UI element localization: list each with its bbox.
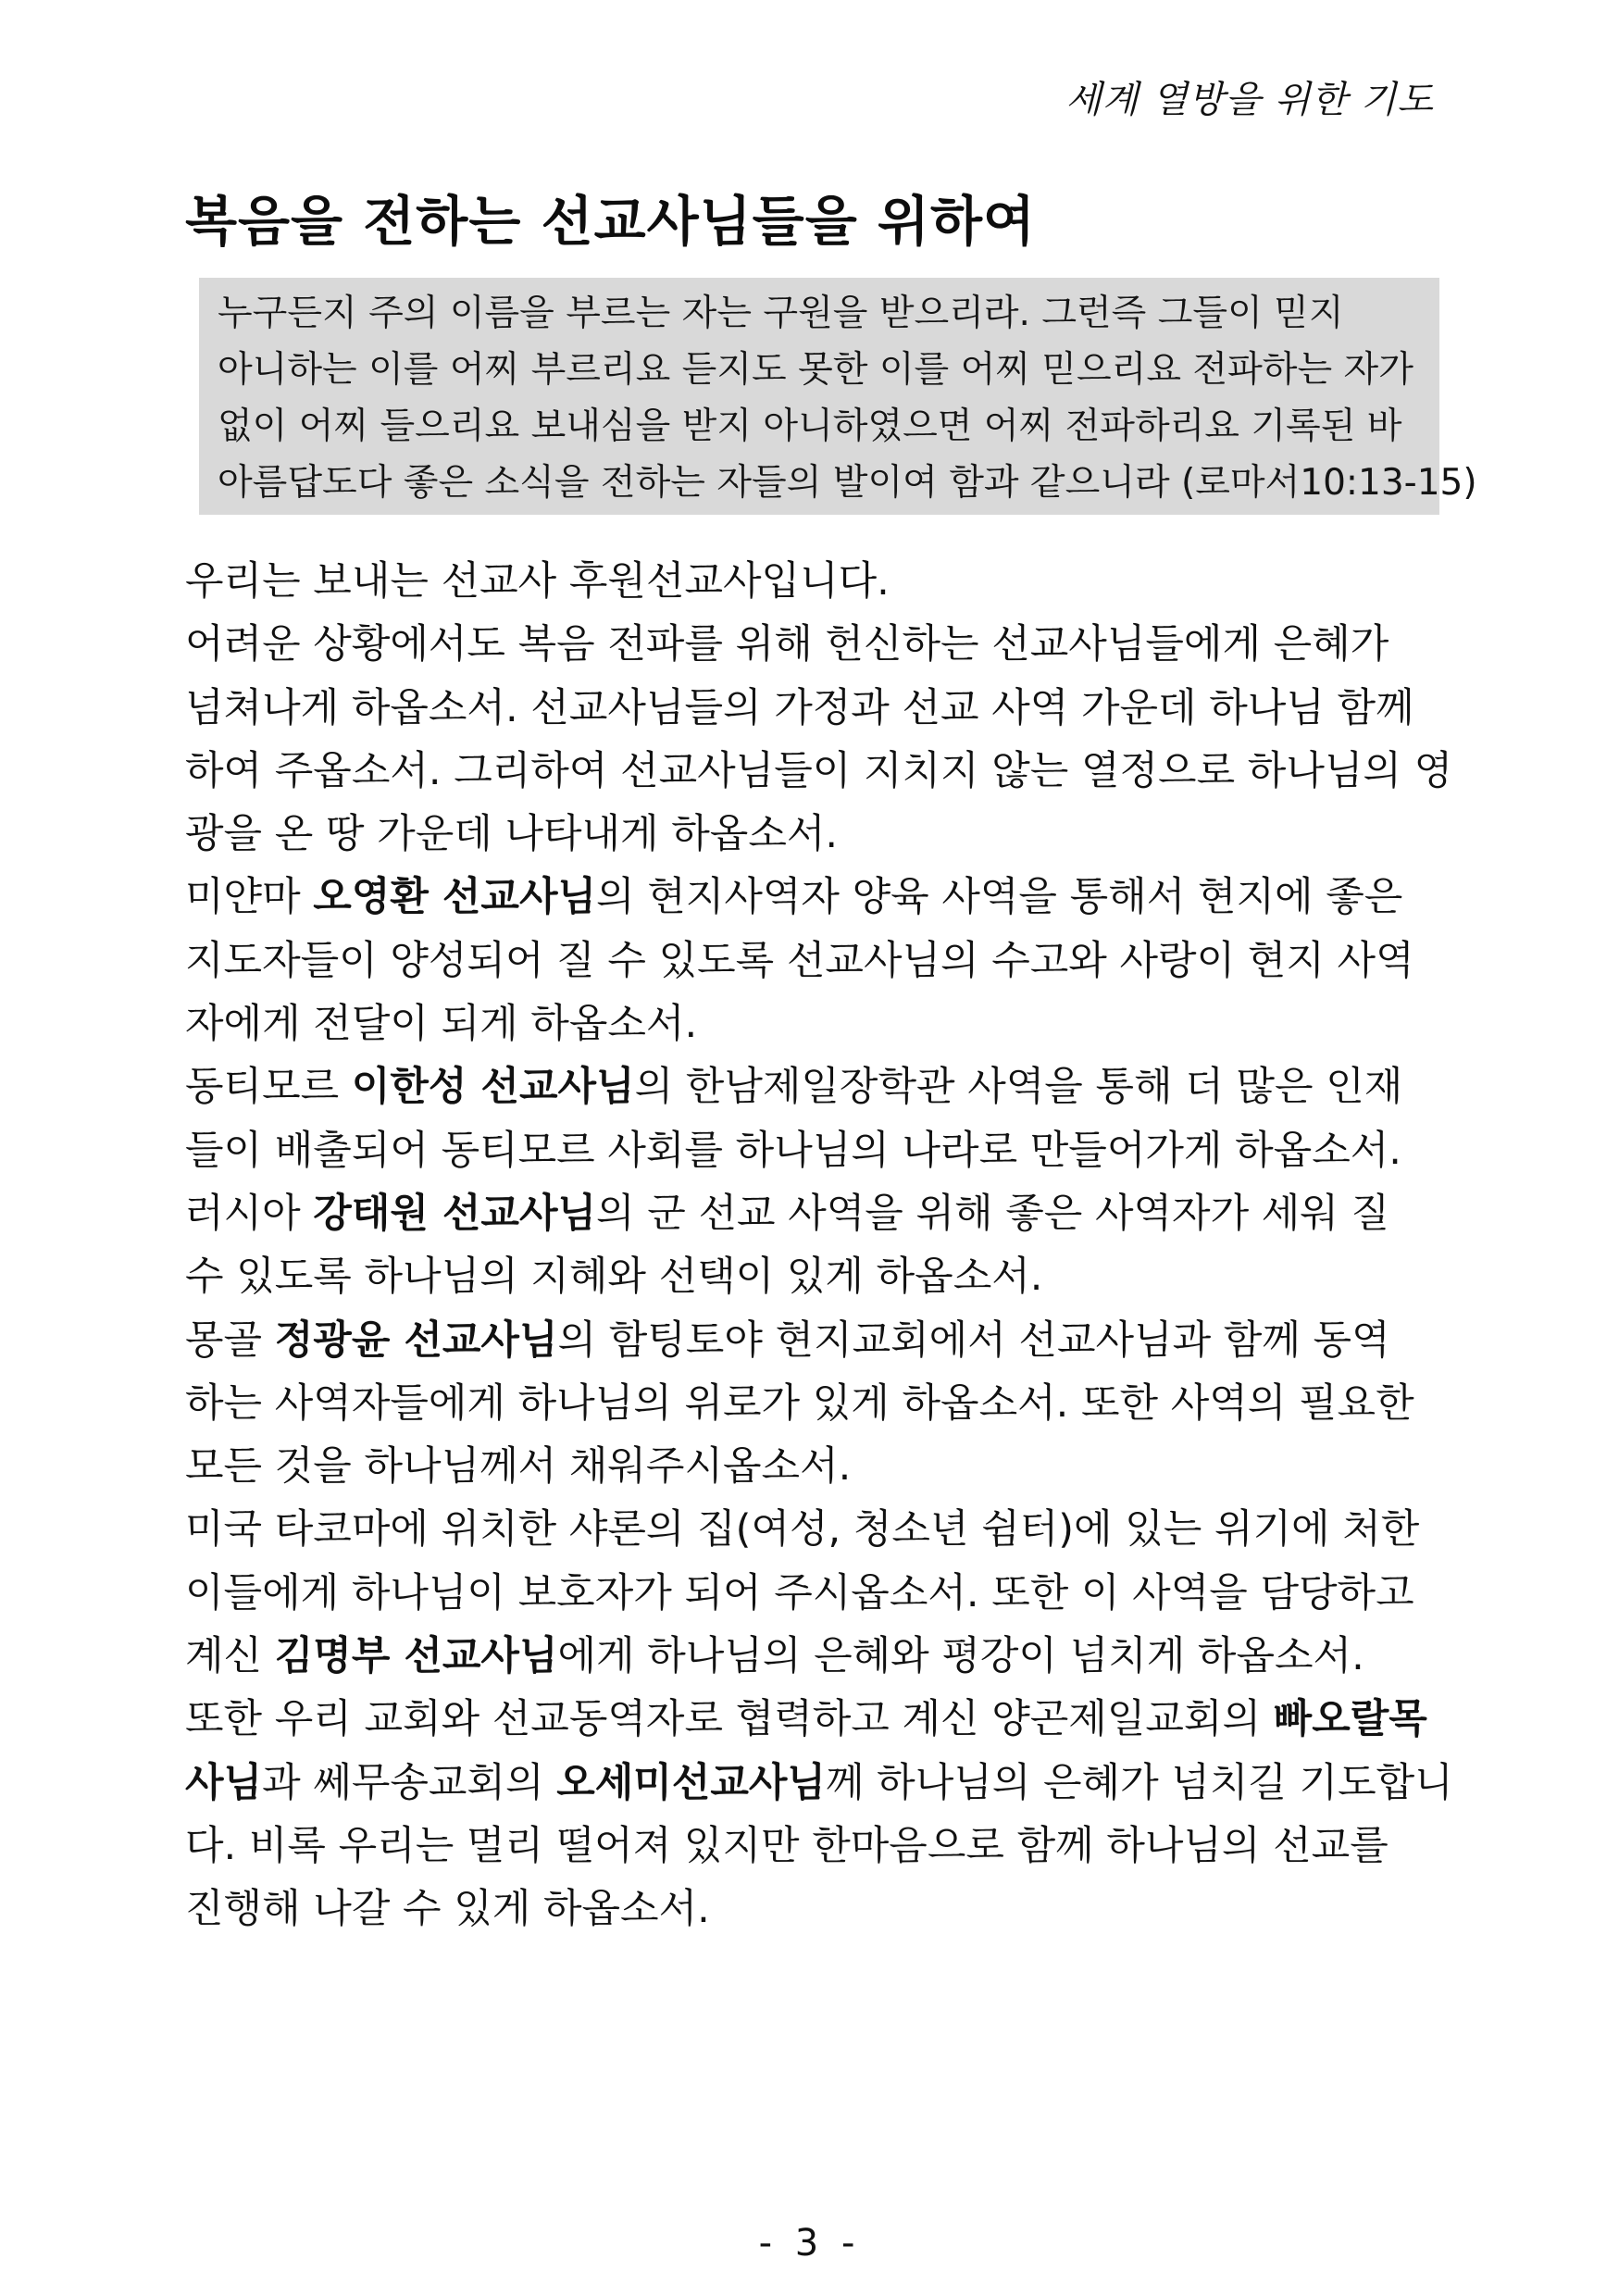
paragraph-line: 진행해 나갈 수 있게 하옵소서. <box>185 1886 710 1933</box>
paragraph-line <box>185 1055 1444 1118</box>
paragraph-line: 광을 온 땅 가운데 나타내게 하옵소서. <box>185 811 839 858</box>
paragraph-line: 미국 타코마에 위치한 샤론의 집(여성, 청소년 쉼터)에 있는 위기에 처한 <box>185 1506 1420 1554</box>
paragraph-line: 이들에게 하나님이 보호자가 되어 주시옵소서. 또한 이 사역을 담당하고 <box>185 1569 1414 1616</box>
paragraph-line: 다. 비록 우리는 멀리 떨어져 있지만 한마음으로 함께 하나님의 선교를 <box>185 1822 1389 1869</box>
paragraph-line <box>185 1688 1444 1751</box>
page-number: - 3 - <box>758 2222 861 2265</box>
prayer-body <box>185 550 1453 1941</box>
paragraph-line: 지도자들이 양성되어 질 수 있도록 선교사님의 수고와 사랑이 현지 사역 <box>185 937 1414 984</box>
missionary-name: 사님 <box>185 1759 263 1806</box>
missionary-name: 오영환 선교사님 <box>313 874 597 921</box>
paragraph-line <box>185 1182 1444 1245</box>
line-text: 미얀마 <box>185 874 314 921</box>
intro-line: 우리는 보내는 선교사 후원선교사입니다. <box>185 558 890 605</box>
line-text: 에게 하나님의 은혜와 평강이 넘치게 하옵소서. <box>557 1633 1364 1680</box>
missionary-name: 빠오랄목 <box>1273 1696 1427 1743</box>
scripture-line: 없이 어찌 들으리요 보내심을 받지 아니하였으면 어찌 전파하리요 기록된 바 <box>218 406 1402 447</box>
line-text: 러시아 <box>185 1190 314 1237</box>
missionary-name: 강태원 선교사님 <box>313 1190 597 1237</box>
missionary-name: 오세미선교사님 <box>556 1759 826 1806</box>
line-text: 과 쎄무송교회의 <box>262 1759 557 1806</box>
line-text: 몽골 <box>185 1316 275 1364</box>
paragraph-line <box>185 1625 1444 1688</box>
line-text: 의 현지사역자 양육 사역을 통해서 현지에 좋은 <box>596 874 1403 921</box>
line-text: 의 함팅토야 현지교회에서 선교사님과 함께 동역 <box>557 1316 1390 1364</box>
line-text: 의 군 선교 사역을 위해 좋은 사역자가 세워 질 <box>596 1190 1390 1237</box>
paragraph-line: 하여 주옵소서. 그리하여 선교사님들이 지치지 않는 열정으로 하나님의 영 <box>185 747 1453 794</box>
paragraph-line: 들이 배출되어 동티모르 사회를 하나님의 나라로 만들어가게 하옵소서. <box>185 1127 1401 1174</box>
scripture-line: 누구든지 주의 이름을 부르는 자는 구원을 받으리라. 그런즉 그들이 믿지 <box>218 293 1344 334</box>
paragraph-line: 하는 사역자들에게 하나님의 위로가 있게 하옵소서. 또한 사역의 필요한 <box>185 1379 1414 1427</box>
running-header: 세계 열방을 위한 기도 <box>1065 79 1434 121</box>
paragraph-line: 넘쳐나게 하옵소서. 선교사님들의 가정과 선교 사역 가운데 하나님 함께 <box>185 684 1414 731</box>
line-text: 동티모르 <box>185 1064 352 1111</box>
paragraph-line <box>185 866 1444 929</box>
page-title: 복음을 전하는 선교사님들을 위하여 <box>185 190 1036 253</box>
line-text: 계신 <box>185 1633 275 1680</box>
line-text: 또한 우리 교회와 선교동역자로 협력하고 계신 양곤제일교회의 <box>185 1696 1274 1743</box>
paragraph-line: 자에게 전달이 되게 하옵소서. <box>185 1001 698 1048</box>
scripture-line: 아니하는 이를 어찌 부르리요 듣지도 못한 이를 어찌 믿으리요 전파하는 자가 <box>218 349 1414 391</box>
missionary-name: 정광윤 선교사님 <box>274 1316 558 1364</box>
line-text: 의 한남제일장학관 사역을 통해 더 많은 인재 <box>634 1064 1403 1111</box>
scripture-line: 아름답도다 좋은 소식을 전하는 자들의 발이여 함과 같으니라 (로마서10:13-15) <box>218 462 1477 504</box>
paragraph-line <box>185 1309 1444 1372</box>
line-text: 께 하나님의 은혜가 넘치길 기도합니 <box>825 1759 1453 1806</box>
missionary-name: 김명부 선교사님 <box>274 1633 558 1680</box>
paragraph-line: 수 있도록 하나님의 지혜와 선택이 있게 하옵소서. <box>185 1254 1043 1301</box>
paragraph-line: 어려운 상황에서도 복음 전파를 위해 헌신하는 선교사님들에게 은혜가 <box>185 621 1389 668</box>
missionary-name: 이한성 선교사님 <box>351 1064 635 1111</box>
paragraph-line <box>185 1752 1453 1815</box>
scripture-box <box>199 278 1477 515</box>
paragraph-line: 모든 것을 하나님께서 채워주시옵소서. <box>185 1443 852 1491</box>
